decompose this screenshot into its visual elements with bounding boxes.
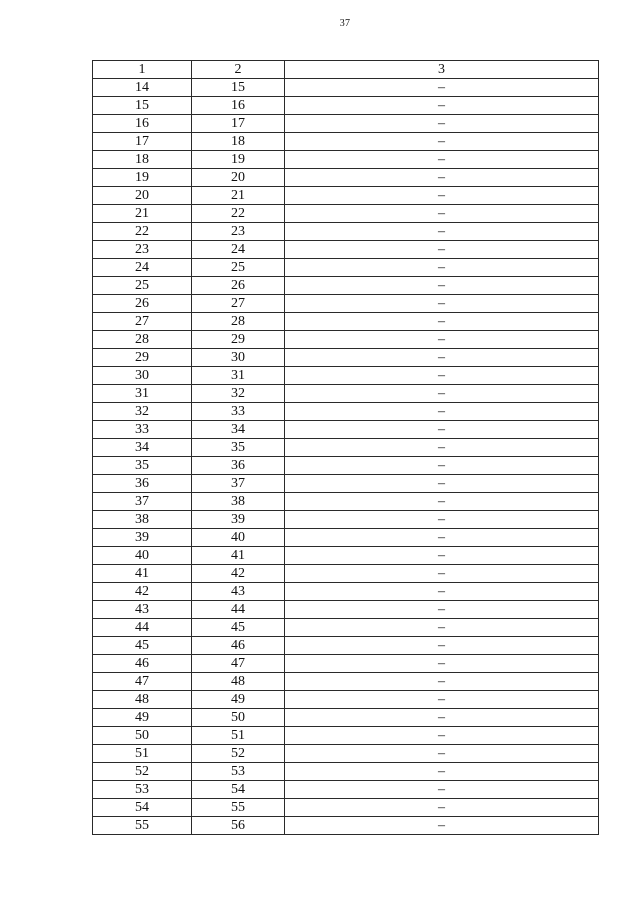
table-cell: 53	[192, 763, 285, 781]
table-cell: 25	[192, 259, 285, 277]
table-row	[93, 367, 599, 385]
table-row	[93, 529, 599, 547]
table-row	[93, 745, 599, 763]
table-cell: 27	[192, 295, 285, 313]
table-cell: 52	[93, 763, 192, 781]
table-cell: –	[285, 709, 599, 727]
table-cell: 45	[192, 619, 285, 637]
table-cell: –	[285, 727, 599, 745]
table-cell: 42	[192, 565, 285, 583]
table-cell: 43	[192, 583, 285, 601]
table-cell: –	[285, 619, 599, 637]
table-cell: 36	[93, 475, 192, 493]
table-row	[93, 205, 599, 223]
table-cell: –	[285, 403, 599, 421]
table-cell: 17	[93, 133, 192, 151]
table-cell: –	[285, 133, 599, 151]
table-cell: –	[285, 97, 599, 115]
table-cell: –	[285, 457, 599, 475]
table-cell: –	[285, 475, 599, 493]
table-row	[93, 187, 599, 205]
table-cell: –	[285, 799, 599, 817]
table-cell: –	[285, 187, 599, 205]
table-cell: 35	[93, 457, 192, 475]
page-number: 37	[339, 18, 351, 29]
table-row	[93, 223, 599, 241]
table-cell: 51	[93, 745, 192, 763]
table-cell: 47	[192, 655, 285, 673]
table-cell: 18	[192, 133, 285, 151]
table-cell: –	[285, 583, 599, 601]
table-cell: 31	[192, 367, 285, 385]
table-row	[93, 601, 599, 619]
table-cell: –	[285, 565, 599, 583]
table-cell: 16	[93, 115, 192, 133]
table-row	[93, 511, 599, 529]
table-cell: –	[285, 367, 599, 385]
table-row	[93, 457, 599, 475]
table-cell: 32	[192, 385, 285, 403]
table-cell: 32	[93, 403, 192, 421]
table-cell: –	[285, 763, 599, 781]
table-cell: 36	[192, 457, 285, 475]
table-cell: 33	[93, 421, 192, 439]
column-header: 1	[93, 61, 192, 79]
table-cell: 42	[93, 583, 192, 601]
table-cell: 19	[192, 151, 285, 169]
table-cell: 27	[93, 313, 192, 331]
table-cell: 28	[192, 313, 285, 331]
table-cell: 39	[192, 511, 285, 529]
table-cell: –	[285, 295, 599, 313]
table-cell: 54	[192, 781, 285, 799]
table-cell: 50	[192, 709, 285, 727]
table-cell: 24	[93, 259, 192, 277]
table-cell: 56	[192, 817, 285, 835]
table-cell: 55	[93, 817, 192, 835]
table-cell: 15	[93, 97, 192, 115]
table-row	[93, 781, 599, 799]
table-cell: 37	[192, 475, 285, 493]
table-cell: –	[285, 277, 599, 295]
table-cell: –	[285, 241, 599, 259]
table-cell: –	[285, 349, 599, 367]
table-cell: –	[285, 529, 599, 547]
table-cell: 22	[93, 223, 192, 241]
table-row	[93, 259, 599, 277]
table-cell: 30	[192, 349, 285, 367]
table-cell: 39	[93, 529, 192, 547]
table-cell: 48	[192, 673, 285, 691]
table-cell: –	[285, 421, 599, 439]
table-row	[93, 349, 599, 367]
table-cell: 30	[93, 367, 192, 385]
table-row	[93, 655, 599, 673]
table-cell: 29	[93, 349, 192, 367]
table-cell: –	[285, 439, 599, 457]
table-row	[93, 493, 599, 511]
table-cell: 46	[192, 637, 285, 655]
table-cell: –	[285, 115, 599, 133]
table-row	[93, 799, 599, 817]
table-cell: –	[285, 169, 599, 187]
table-cell: 40	[93, 547, 192, 565]
table-cell: –	[285, 781, 599, 799]
table-cell: –	[285, 673, 599, 691]
table-cell: –	[285, 511, 599, 529]
table-cell: 22	[192, 205, 285, 223]
table-row	[93, 439, 599, 457]
table-row	[93, 385, 599, 403]
data-table	[92, 60, 599, 835]
table-cell: –	[285, 655, 599, 673]
table-cell: 41	[192, 547, 285, 565]
table-cell: 47	[93, 673, 192, 691]
table-cell: 38	[192, 493, 285, 511]
table-row	[93, 673, 599, 691]
table-cell: 55	[192, 799, 285, 817]
table-cell: –	[285, 601, 599, 619]
table-cell: 20	[192, 169, 285, 187]
table-cell: –	[285, 151, 599, 169]
table-cell: –	[285, 385, 599, 403]
table-row	[93, 331, 599, 349]
table-row	[93, 637, 599, 655]
table-cell: 43	[93, 601, 192, 619]
table-cell: 37	[93, 493, 192, 511]
table-row	[93, 241, 599, 259]
table-row	[93, 277, 599, 295]
table-row	[93, 79, 599, 97]
table-cell: –	[285, 637, 599, 655]
table-row	[93, 403, 599, 421]
table-cell: –	[285, 493, 599, 511]
table-cell: 46	[93, 655, 192, 673]
table-cell: 41	[93, 565, 192, 583]
table-cell: 28	[93, 331, 192, 349]
table-row	[93, 133, 599, 151]
table-cell: 48	[93, 691, 192, 709]
table-row	[93, 691, 599, 709]
table-row	[93, 169, 599, 187]
table-row	[93, 97, 599, 115]
table-row	[93, 565, 599, 583]
table-cell: 23	[192, 223, 285, 241]
table-cell: –	[285, 547, 599, 565]
table-cell: 26	[93, 295, 192, 313]
table-cell: 54	[93, 799, 192, 817]
table-cell: 31	[93, 385, 192, 403]
table-row	[93, 295, 599, 313]
table-cell: 19	[93, 169, 192, 187]
table-row	[93, 547, 599, 565]
table-cell: 33	[192, 403, 285, 421]
table-cell: 14	[93, 79, 192, 97]
table-cell: 50	[93, 727, 192, 745]
table-cell: –	[285, 223, 599, 241]
table-row	[93, 619, 599, 637]
column-header: 3	[285, 61, 599, 79]
table-cell: 49	[93, 709, 192, 727]
table-row	[93, 475, 599, 493]
table-cell: 23	[93, 241, 192, 259]
table-row	[93, 709, 599, 727]
table-cell: 26	[192, 277, 285, 295]
table-cell: 49	[192, 691, 285, 709]
table-cell: –	[285, 259, 599, 277]
table-cell: 40	[192, 529, 285, 547]
table-row	[93, 727, 599, 745]
column-header: 2	[192, 61, 285, 79]
table-cell: –	[285, 331, 599, 349]
table-cell: 38	[93, 511, 192, 529]
table-cell: 24	[192, 241, 285, 259]
table-row	[93, 313, 599, 331]
table-cell: 51	[192, 727, 285, 745]
table-cell: 17	[192, 115, 285, 133]
table-cell: 34	[192, 421, 285, 439]
table-row	[93, 151, 599, 169]
table-row	[93, 817, 599, 835]
table-cell: –	[285, 691, 599, 709]
table-cell: 21	[93, 205, 192, 223]
table-cell: 34	[93, 439, 192, 457]
table-row	[93, 763, 599, 781]
table-cell: 44	[192, 601, 285, 619]
table-row	[93, 115, 599, 133]
table-cell: 15	[192, 79, 285, 97]
table-cell: –	[285, 817, 599, 835]
table-row	[93, 583, 599, 601]
table-cell: 44	[93, 619, 192, 637]
table-header-row	[93, 61, 599, 79]
table-cell: 16	[192, 97, 285, 115]
table-cell: –	[285, 313, 599, 331]
table-cell: 53	[93, 781, 192, 799]
table-cell: 52	[192, 745, 285, 763]
table-cell: 21	[192, 187, 285, 205]
table-cell: 18	[93, 151, 192, 169]
table-body	[93, 61, 599, 835]
table-cell: 29	[192, 331, 285, 349]
table-row	[93, 421, 599, 439]
table-cell: 25	[93, 277, 192, 295]
table-cell: –	[285, 79, 599, 97]
table-cell: 35	[192, 439, 285, 457]
table-cell: –	[285, 205, 599, 223]
table-cell: –	[285, 745, 599, 763]
table-cell: 45	[93, 637, 192, 655]
table-cell: 20	[93, 187, 192, 205]
